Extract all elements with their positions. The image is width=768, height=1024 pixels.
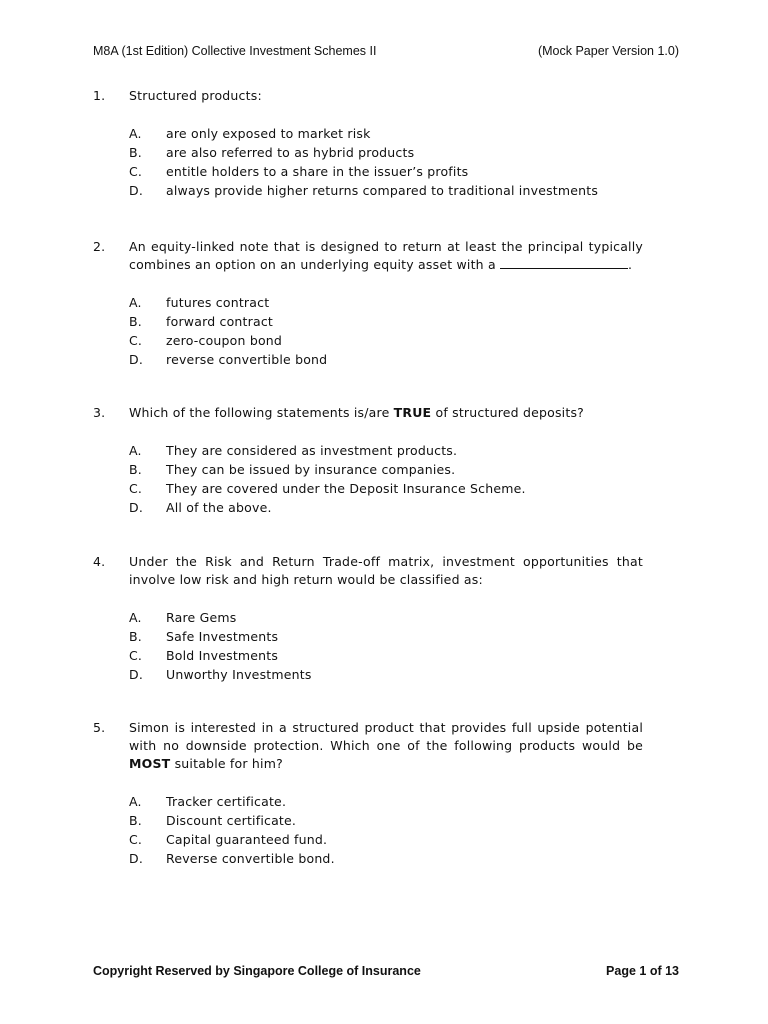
option-letter: A. — [129, 295, 142, 310]
option-letter: B. — [129, 813, 142, 828]
question-1 — [93, 87, 643, 213]
answer-option-a — [129, 441, 643, 460]
answer-options — [129, 792, 643, 868]
answer-option-d — [129, 181, 643, 200]
copyright-notice: Copyright Reserved by Singapore College of Insurance — [93, 964, 421, 978]
option-text: forward contract — [166, 314, 274, 329]
option-text: are only exposed to market risk — [166, 126, 371, 141]
option-text: zero-coupon bond — [166, 333, 283, 348]
answer-option-a — [129, 124, 643, 143]
option-text: reverse convertible bond — [166, 352, 328, 367]
fill-in-blank — [500, 256, 628, 269]
answer-option-b — [129, 627, 643, 646]
answer-option-d — [129, 665, 643, 684]
question-stem-text: Which of the following statements is/are — [129, 405, 390, 420]
option-letter: A. — [129, 610, 142, 625]
option-letter: C. — [129, 648, 143, 663]
option-letter: D. — [129, 352, 143, 367]
answer-option-c — [129, 331, 643, 350]
answer-option-a — [129, 293, 643, 312]
option-text: Rare Gems — [166, 610, 237, 625]
question-stem-end: . — [628, 257, 633, 272]
option-text: They are covered under the Deposit Insurance Scheme. — [166, 481, 526, 496]
question-number: 1. — [93, 88, 106, 103]
option-letter: C. — [129, 481, 143, 496]
option-text: always provide higher returns compared to traditional investments — [166, 183, 599, 198]
option-letter: A. — [129, 443, 142, 458]
option-letter: B. — [129, 145, 142, 160]
question-number: 3. — [93, 405, 106, 420]
option-text: All of the above. — [166, 500, 272, 515]
answer-option-c — [129, 479, 643, 498]
option-text: are also referred to as hybrid products — [166, 145, 415, 160]
question-stem — [129, 238, 643, 274]
option-letter: C. — [129, 832, 143, 847]
answer-option-c — [129, 646, 643, 665]
answer-option-b — [129, 143, 643, 162]
option-text: They can be issued by insurance companies. — [166, 462, 456, 477]
question-stem-text: Simon is interested in a structured product that provides full upside potential with no downside protection. Which one of the following products would be — [129, 720, 643, 753]
page-footer — [93, 964, 679, 982]
answer-option-b — [129, 811, 643, 830]
answer-option-d — [129, 350, 643, 369]
option-text: Discount certificate. — [166, 813, 297, 828]
question-number: 2. — [93, 239, 106, 254]
question-4 — [93, 553, 643, 697]
document-title: M8A (1st Edition) Collective Investment Schemes II — [93, 44, 377, 58]
option-text: Unworthy Investments — [166, 667, 312, 682]
answer-option-c — [129, 162, 643, 181]
page-number: Page 1 of 13 — [606, 964, 679, 978]
answer-option-d — [129, 498, 643, 517]
emphasis-text: MOST — [129, 756, 171, 771]
option-letter: A. — [129, 126, 142, 141]
option-text: Bold Investments — [166, 648, 279, 663]
option-text: Tracker certificate. — [166, 794, 287, 809]
question-stem-text: An equity-linked note that is designed to return at least the principal typically combines an option on an underlying equity asset with a — [129, 239, 643, 272]
answer-options — [129, 293, 643, 369]
question-5 — [93, 719, 643, 881]
paper-version: (Mock Paper Version 1.0) — [537, 44, 679, 58]
option-letter: B. — [129, 314, 142, 329]
answer-options — [129, 124, 643, 200]
option-letter: D. — [129, 500, 143, 515]
option-text: They are considered as investment products. — [166, 443, 458, 458]
page-header — [93, 44, 679, 62]
emphasis-text: TRUE — [393, 405, 432, 420]
question-stem: Structured products: — [129, 88, 262, 103]
question-2 — [93, 238, 643, 382]
question-stem — [129, 719, 643, 773]
question-stem-end: of structured deposits? — [435, 405, 584, 420]
option-letter: D. — [129, 851, 143, 866]
question-number: 4. — [93, 554, 106, 569]
option-text: Reverse convertible bond. — [166, 851, 335, 866]
question-3 — [93, 404, 643, 530]
option-letter: A. — [129, 794, 142, 809]
option-letter: B. — [129, 629, 142, 644]
answer-option-d — [129, 849, 643, 868]
question-stem: Under the Risk and Return Trade-off matrix, investment opportunities that involve low risk and high return would be classified as: — [129, 554, 643, 587]
option-text: Safe Investments — [166, 629, 279, 644]
option-letter: B. — [129, 462, 142, 477]
answer-option-b — [129, 460, 643, 479]
answer-option-b — [129, 312, 643, 331]
answer-options — [129, 441, 643, 517]
answer-options — [129, 608, 643, 684]
answer-option-a — [129, 792, 643, 811]
question-stem — [129, 404, 643, 422]
option-letter: D. — [129, 183, 143, 198]
option-text: entitle holders to a share in the issuer’s profits — [166, 164, 469, 179]
answer-option-a — [129, 608, 643, 627]
question-stem-end: suitable for him? — [174, 756, 283, 771]
option-letter: D. — [129, 667, 143, 682]
option-letter: C. — [129, 164, 143, 179]
answer-option-c — [129, 830, 643, 849]
option-text: futures contract — [166, 295, 270, 310]
option-letter: C. — [129, 333, 143, 348]
question-number: 5. — [93, 720, 106, 735]
option-text: Capital guaranteed fund. — [166, 832, 328, 847]
